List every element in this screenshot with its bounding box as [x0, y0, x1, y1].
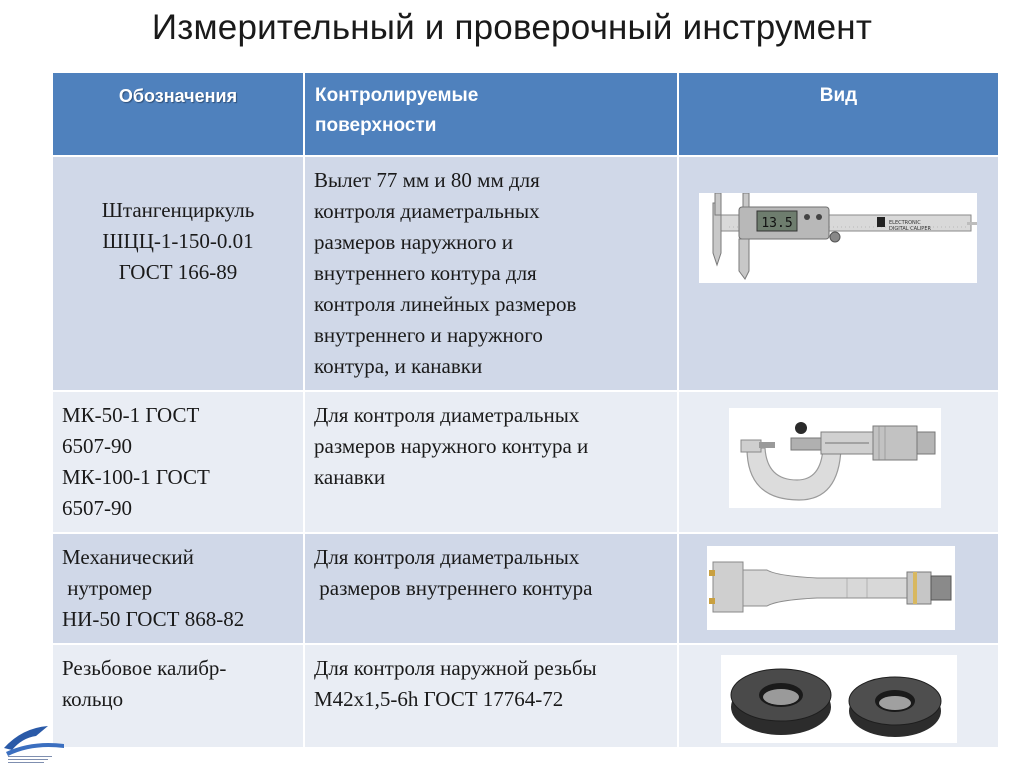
micrometer-image: [729, 408, 941, 508]
designation-line: ГОСТ 166-89: [118, 260, 238, 284]
svg-text:ELECTRONIC: ELECTRONIC: [889, 220, 921, 226]
table-row: [52, 644, 999, 748]
designation-line: Штангенциркуль: [101, 198, 255, 222]
surfaces-line: размеров наружного контура и: [314, 434, 589, 458]
designation-line: Резьбовое калибр-: [62, 656, 227, 680]
header-surfaces-line1: Контролируемые: [315, 85, 479, 106]
surfaces-line: размеров наружного и: [314, 230, 513, 254]
header-view-label: Вид: [819, 85, 858, 106]
designation-line: нутромер: [62, 576, 153, 600]
page-title: Измерительный и проверочный инструмент: [151, 8, 873, 47]
table-row: [52, 156, 999, 391]
surfaces-line: размеров внутреннего контура: [314, 576, 593, 600]
svg-text:DIGITAL CALIPER: DIGITAL CALIPER: [889, 226, 931, 232]
header-designation: [52, 72, 304, 156]
surfaces-cell: [304, 533, 678, 644]
surfaces-line: внутреннего и наружного: [314, 323, 543, 347]
header-designation-label: Обозначения: [118, 86, 238, 106]
view-cell: [678, 644, 999, 748]
surfaces-line: Для контроля диаметральных: [314, 545, 580, 569]
tools-table: [51, 71, 1000, 749]
designation-cell: [52, 156, 304, 391]
designation-line: 6507-90: [62, 434, 132, 458]
table-row: [52, 391, 999, 533]
caliper-display-value: 13.5: [761, 216, 793, 231]
bore-gauge-image: [707, 546, 955, 630]
surfaces-line: Вылет 77 мм и 80 мм для: [314, 168, 540, 192]
surfaces-line: контроля диаметральных: [314, 199, 540, 223]
designation-cell: [52, 533, 304, 644]
designation-line: кольцо: [62, 687, 124, 711]
surfaces-line: М42х1,5-6h ГОСТ 17764-72: [314, 687, 564, 711]
designation-line: МК-50-1 ГОСТ: [62, 403, 200, 427]
surfaces-cell: [304, 391, 678, 533]
designation-cell: [52, 644, 304, 748]
view-cell: [678, 533, 999, 644]
table-header-row: [52, 72, 999, 156]
view-cell: [678, 391, 999, 533]
designation-line: НИ-50 ГОСТ 868-82: [62, 607, 245, 631]
surfaces-cell: [304, 156, 678, 391]
view-cell: [678, 156, 999, 391]
surfaces-line: контура, и канавки: [314, 354, 483, 378]
surfaces-line: Для контроля диаметральных: [314, 403, 580, 427]
thread-ring-gauge-image: [721, 655, 957, 743]
header-surfaces: [304, 72, 678, 156]
caliper-image: [699, 193, 977, 283]
header-view: [678, 72, 999, 156]
surfaces-cell: [304, 644, 678, 748]
university-logo-icon: [2, 722, 68, 764]
table-row: [52, 533, 999, 644]
designation-line: Механический: [62, 545, 194, 569]
surfaces-line: Для контроля наружной резьбы: [314, 656, 597, 680]
header-surfaces-line2: поверхности: [315, 115, 437, 136]
surfaces-line: канавки: [314, 465, 386, 489]
designation-line: 6507-90: [62, 496, 132, 520]
designation-line: ШЦЦ-1-150-0.01: [102, 229, 254, 253]
designation-line: МК-100-1 ГОСТ: [62, 465, 210, 489]
surfaces-line: контроля линейных размеров: [314, 292, 577, 316]
designation-cell: [52, 391, 304, 533]
surfaces-line: внутреннего контура для: [314, 261, 537, 285]
